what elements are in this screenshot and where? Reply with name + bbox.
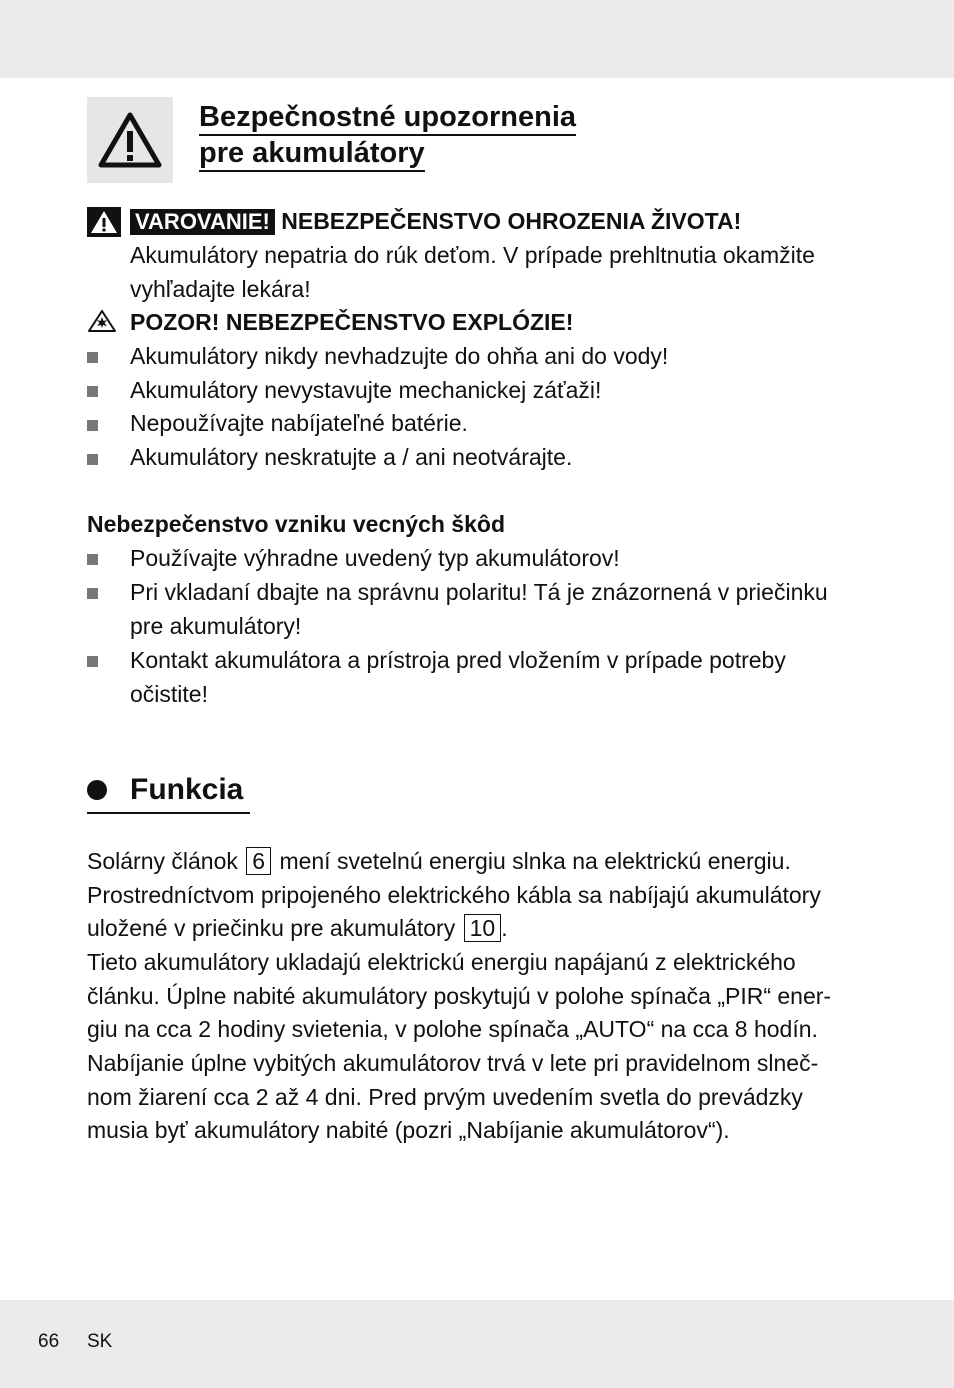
- bullet-square-icon: [87, 386, 98, 397]
- damage-bullet: Používajte výhradne uvedený typ akumulátorov!: [130, 545, 620, 571]
- bullet-square-icon: [87, 352, 98, 363]
- warning-triangle-icon: [98, 111, 162, 169]
- warning-icon-box: [87, 97, 173, 183]
- warning2-bullet: Akumulátory nikdy nevhadzujte do ohňa ani do vody!: [130, 343, 669, 369]
- warning-heading-icon-wrap: [87, 207, 121, 242]
- funkcia-line: [87, 911, 508, 945]
- bullet-square-icon: [87, 588, 98, 599]
- damage-bullet-line: Kontakt akumulátora a prístroja pred vložením v prípade potreby: [130, 647, 786, 673]
- funkcia-line: Tieto akumulátory ukladajú elektrickú energiu napájanú z elektrického: [87, 949, 796, 975]
- bullet-square-icon: [87, 420, 98, 431]
- funkcia-text: Solárny článok: [87, 848, 238, 874]
- funkcia-line: musia byť akumulátory nabité (pozri „Nabíjanie akumulátorov“).: [87, 1117, 730, 1143]
- funkcia-text: mení svetelnú energiu slnka na elektrickú energiu.: [279, 848, 791, 874]
- warning2-bullet: Akumulátory nevystavujte mechanickej záťaži!: [130, 377, 602, 403]
- warning2-heading: POZOR! NEBEZPEČENSTVO EXPLÓZIE!: [130, 309, 574, 335]
- funkcia-line: článku. Úplne nabité akumulátory poskytujú v polohe spínača „PIR“ ener-: [87, 983, 832, 1009]
- bullet-dot-icon: [87, 780, 107, 800]
- damage-bullet-line: pre akumulátory!: [130, 613, 302, 639]
- warning1-heading: [130, 204, 870, 238]
- reference-number: 6: [246, 847, 271, 875]
- explosion-icon-wrap: [87, 309, 117, 338]
- warning2-bullet: Akumulátory neskratujte a / ani neotvárajte.: [130, 444, 573, 470]
- damage-bullet-line: Pri vkladaní dbajte na správnu polaritu! Tá je znázornená v priečinku: [130, 579, 828, 605]
- funkcia-heading: [87, 770, 250, 814]
- section-title-line1: Bezpečnostné upozornenia: [199, 100, 576, 136]
- funkcia-text: uložené v priečinku pre akumulátory: [87, 915, 456, 941]
- bullet-square-icon: [87, 454, 98, 465]
- funkcia-line: nom žiarení cca 2 až 4 dni. Pred prvým uvedením svetla do prevádzky: [87, 1084, 803, 1110]
- explosion-warning-icon: [87, 309, 117, 333]
- page-number: 66: [38, 1331, 60, 1352]
- damage-heading: Nebezpečenstvo vzniku vecných škôd: [87, 511, 505, 537]
- warning2-bullet: Nepoužívajte nabíjateľné batérie.: [130, 410, 468, 436]
- reference-number: 10: [464, 914, 502, 942]
- warning1-line1: Akumulátory nepatria do rúk deťom. V prípade prehltnutia okamžite: [130, 242, 815, 268]
- warning1-title: NEBEZPEČENSTVO OHROZENIA ŽIVOTA!: [281, 208, 742, 234]
- funkcia-line: [87, 844, 791, 878]
- damage-bullet-line: očistite!: [130, 681, 208, 707]
- funkcia-title: Funkcia: [130, 773, 244, 806]
- top-band: [0, 0, 954, 78]
- language-code: SK: [87, 1331, 113, 1352]
- bullet-square-icon: [87, 554, 98, 565]
- warning-triangle-icon: [87, 207, 121, 237]
- section-title-line2: pre akumulátory: [199, 136, 425, 172]
- section-title: [199, 100, 576, 172]
- funkcia-line: Nabíjanie úplne vybitých akumulátorov trvá v lete pri pravidelnom slneč-: [87, 1050, 819, 1076]
- bullet-square-icon: [87, 656, 98, 667]
- warning-label: VAROVANIE!: [130, 209, 275, 235]
- bottom-band: [0, 1300, 954, 1388]
- funkcia-text: .: [501, 915, 508, 941]
- funkcia-line: Prostredníctvom pripojeného elektrického kábla sa nabíjajú akumulátory: [87, 882, 821, 908]
- funkcia-line: giu na cca 2 hodiny svietenia, v polohe spínača „AUTO“ na cca 8 hodín.: [87, 1016, 818, 1042]
- warning1-line2: vyhľadajte lekára!: [130, 276, 311, 302]
